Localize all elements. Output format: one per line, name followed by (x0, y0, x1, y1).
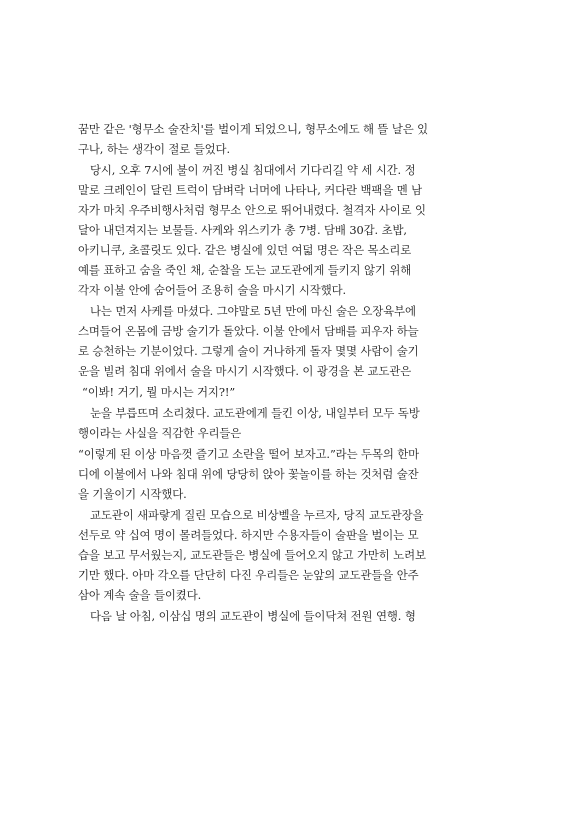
paragraph-1 (78, 119, 520, 159)
text-line: “이봐! 거기, 뭘 마시는 거지?!” (82, 385, 236, 399)
paragraph-5 (78, 403, 520, 443)
text-line: 아키니쿠, 초콜릿도 있다. 같은 병실에 있던 여덟 명은 작은 목소리로 (78, 243, 412, 257)
text-line: 다음 날 아침, 이삼십 명의 교도관이 병실에 들이닥쳐 전원 연행. 형 (90, 609, 416, 623)
text-line: “이렇게 된 이상 마음껏 즐기고 소란을 떨어 보자고.”라는 두목의 한마 (78, 447, 420, 461)
paragraph-2 (78, 160, 520, 300)
paragraph-8 (78, 606, 520, 626)
text-line: 꿈만 같은 '형무소 술잔치'를 벌이게 되었으니, 형무소에도 해 뜰 날은 있 (78, 122, 429, 136)
text-line: 교도관이 새파랗게 질린 모습으로 비상벨을 누르자, 당직 교도관장을 (90, 508, 424, 522)
text-line: 말로 크레인이 달린 트럭이 담벼락 너머에 나타나, 커다란 백팩을 멘 남 (78, 183, 423, 197)
text-line: 스며들어 온몸에 금방 술기가 돌았다. 이불 안에서 담배를 피우자 하늘 (78, 324, 419, 338)
paragraph-3 (78, 301, 520, 381)
text-line: 달아 내던져지는 보물들. 사케와 위스키가 총 7병. 담배 30갑. 초밥, (78, 223, 407, 237)
paragraph-6 (78, 444, 520, 504)
text-line: 나는 먼저 사케를 마셨다. 그야말로 5년 만에 마신 술은 오장육부에 (90, 304, 416, 318)
text-line: 기만 했다. 아마 각오를 단단히 다진 우리들은 눈앞의 교도관들을 안주 (78, 568, 419, 582)
text-body (78, 119, 520, 627)
text-line: 삼아 계속 술을 들이켰다. (78, 588, 202, 602)
text-line: 로 승천하는 기분이었다. 그렇게 술이 거나하게 돌자 몇몇 사람이 술기 (78, 344, 419, 358)
text-line: 디에 이불에서 나와 침대 위에 당당히 앉아 꽃놀이를 하는 것처럼 술잔 (78, 467, 419, 481)
text-line: 운을 빌려 침대 위에서 술을 마시기 시작했다. 이 광경을 본 교도관은 (78, 364, 412, 378)
text-line: 각자 이불 안에 숨어들어 조용히 술을 마시기 시작했다. (78, 283, 347, 297)
text-line: 당시, 오후 7시에 불이 꺼진 병실 침대에서 기다리길 약 세 시간. 정 (90, 163, 416, 177)
text-line: 습을 보고 무서웠는지, 교도관들은 병실에 들어오지 않고 가만히 노려보 (78, 548, 426, 562)
text-line: 행이라는 사실을 직감한 우리들은 (78, 426, 242, 440)
text-line: 예를 표하고 숨을 죽인 채, 순찰을 도는 교도관에게 들키지 않기 위해 (78, 263, 412, 277)
paragraph-7 (78, 505, 520, 605)
text-line: 눈을 부릅뜨며 소리쳤다. 교도관에게 들킨 이상, 내일부터 모두 독방 (90, 406, 420, 420)
text-line: 을 기울이기 시작했다. (78, 487, 187, 501)
text-line: 구나, 하는 생각이 절로 들었다. (78, 142, 230, 156)
paragraph-4 (78, 382, 520, 402)
text-line: 자가 마치 우주비행사처럼 형무소 안으로 뛰어내렸다. 철격자 사이로 잇 (78, 203, 426, 217)
text-line: 선두로 약 십여 명이 몰려들었다. 하지만 수용자들이 술판을 벌이는 모 (78, 528, 419, 542)
